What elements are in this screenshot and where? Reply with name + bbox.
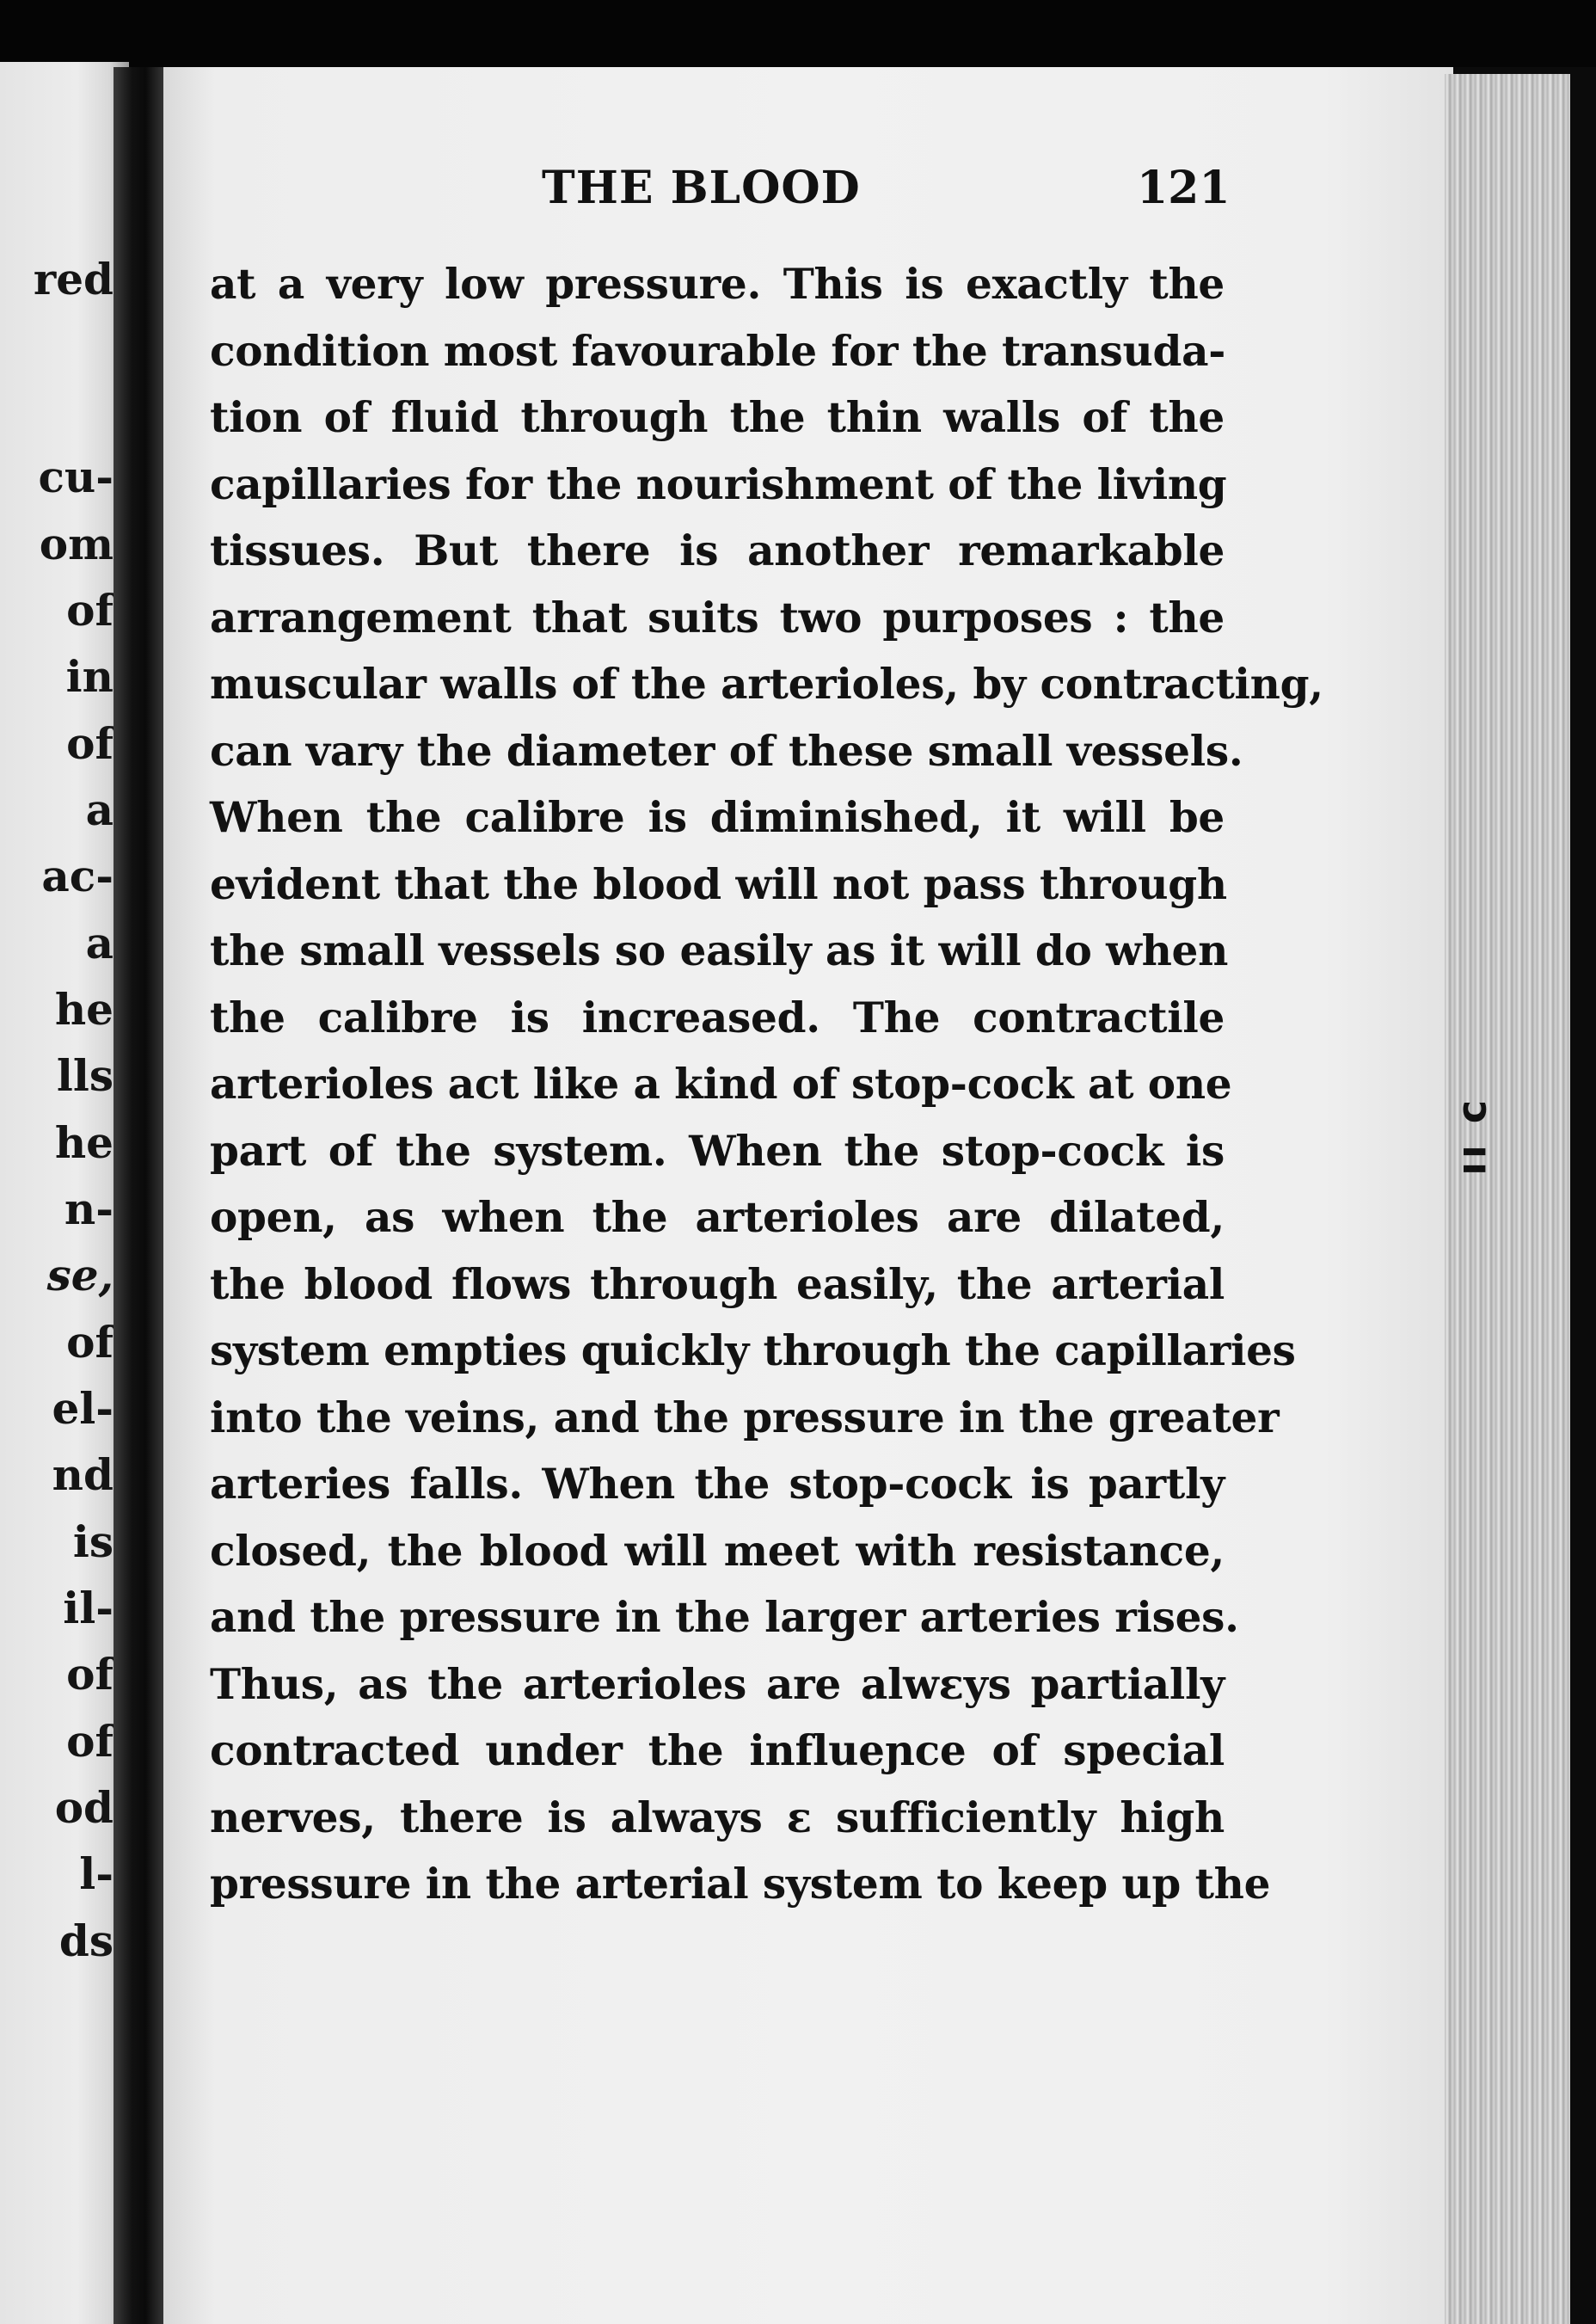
previous-page-fragment: of (66, 1649, 114, 1700)
previous-page-fragment: lls (56, 1050, 114, 1101)
previous-page-fragment: red (33, 254, 114, 304)
previous-page-fragment: se, (46, 1250, 114, 1300)
previous-page-fragment: he (54, 1117, 114, 1168)
text-line: part of the system. When the stop-cock is (210, 1126, 1225, 1176)
text-line: contracted under the influeɲce of special (210, 1726, 1225, 1775)
text-line: capillaries for the nourishment of the living (210, 459, 1227, 509)
text-line: Thus, as the arterioles are alwɛys partially (210, 1659, 1225, 1709)
previous-page-edge (0, 62, 129, 2324)
previous-page-fragment: of (66, 718, 114, 769)
text-line: arteries falls. When the stop-cock is partly (210, 1460, 1225, 1509)
previous-page-fragment: cu- (38, 452, 114, 502)
previous-page-fragment: el- (52, 1383, 114, 1434)
text-line: open, as when the arterioles are dilated, (210, 1193, 1225, 1242)
text-line: When the calibre is diminished, it will be (210, 793, 1225, 842)
text-line: evident that the blood will not pass through (210, 859, 1227, 909)
text-line: nerves, there is always ɛ sufficiently high (210, 1792, 1225, 1842)
text-line: pressure in the arterial system to keep up the (210, 1860, 1271, 1909)
previous-page-fragment: ac- (41, 851, 114, 901)
previous-page-fragment: of (66, 1317, 114, 1368)
text-line: tion of fluid through the thin walls of the (210, 393, 1225, 442)
previous-page-fragment: od (54, 1782, 114, 1833)
previous-page-fragment: a (85, 784, 114, 835)
previous-page-fragment: he (54, 984, 114, 1035)
previous-page-fragment: is (72, 1516, 114, 1567)
text-line: arrangement that suits two purposes : the (210, 593, 1225, 642)
text-line: the small vessels so easily as it will do when (210, 926, 1229, 975)
previous-page-fragment: in (65, 651, 114, 702)
text-line: closed, the blood will meet with resistance, (210, 1526, 1225, 1576)
previous-page-fragment: a (85, 918, 114, 968)
previous-page-fragment: nd (52, 1449, 114, 1500)
previous-page-fragment: l- (79, 1848, 114, 1899)
page-number: 121 (1137, 162, 1231, 214)
text-line: system empties quickly through the capillaries (210, 1326, 1296, 1375)
previous-page-fragment: om (39, 519, 114, 569)
scan-top-border (0, 0, 1596, 67)
text-line: at a very low pressure. This is exactly the (210, 260, 1225, 309)
previous-page-fragment: il- (63, 1583, 114, 1633)
body-text (210, 251, 1323, 1918)
previous-page-fragment: of (66, 1716, 114, 1767)
text-line: and the pressure in the larger arteries rises. (210, 1593, 1239, 1642)
text-line: can vary the diameter of these small vessels. (210, 726, 1243, 776)
previous-page-fragment: ds (58, 1915, 114, 1966)
text-line: arterioles act like a kind of stop-cock at one (210, 1060, 1232, 1109)
text-line: condition most favourable for the transuda- (210, 326, 1226, 376)
text-line: into the veins, and the pressure in the greater (210, 1393, 1280, 1442)
page-edges (1445, 74, 1570, 2324)
text-line: tissues. But there is another remarkable (210, 526, 1225, 575)
text-line: the blood flows through easily, the arterial (210, 1259, 1225, 1309)
running-head: THE BLOOD (542, 162, 861, 214)
edge-mark: ↄ ıı (1454, 1101, 1501, 1179)
book-gutter (114, 67, 167, 2324)
text-line: muscular walls of the arterioles, by contracting, (210, 660, 1323, 709)
previous-page-fragment: of (66, 585, 114, 636)
text-line: the calibre is increased. The contractile (210, 993, 1225, 1042)
previous-page-fragment: n- (64, 1184, 114, 1234)
